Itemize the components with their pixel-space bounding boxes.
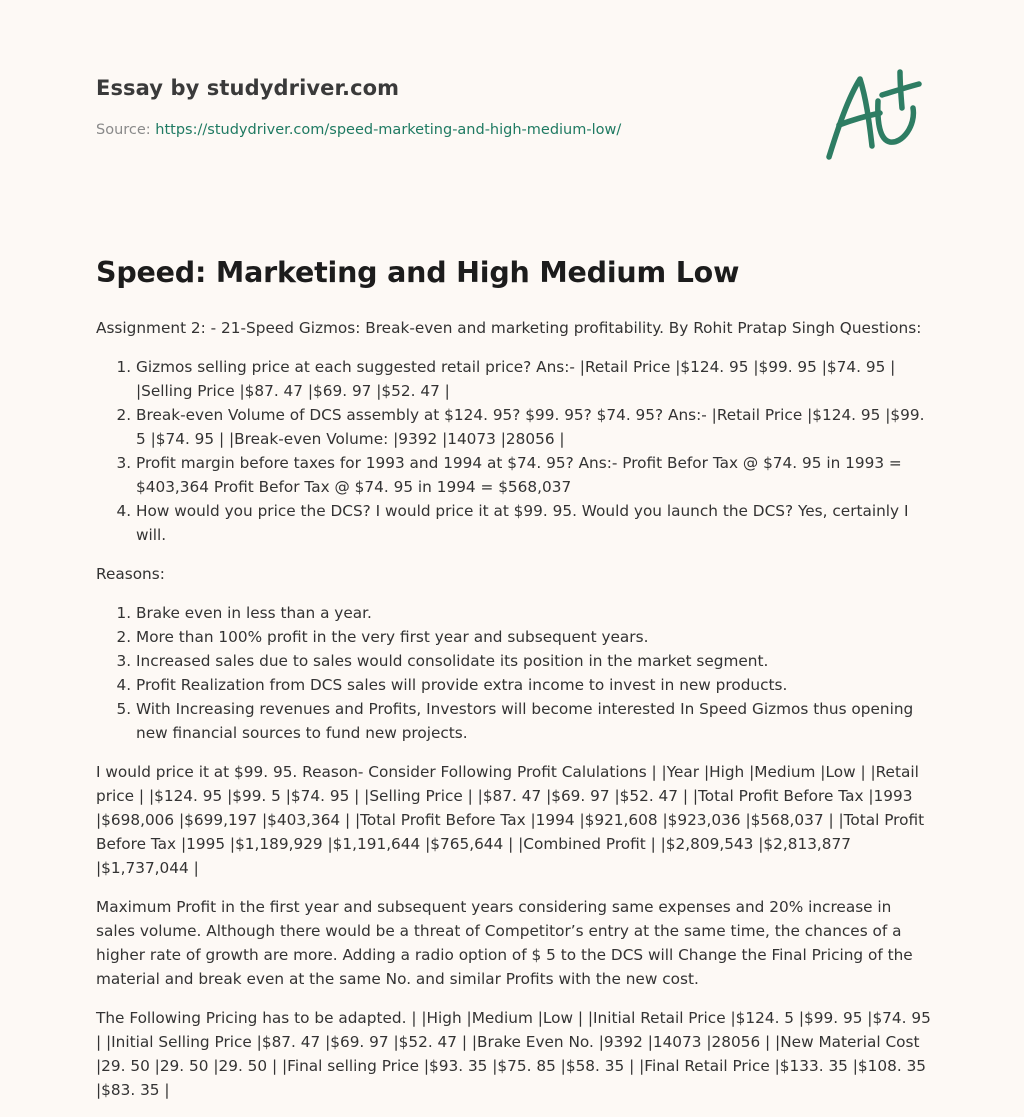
adapted-pricing-paragraph: The Following Pricing has to be adapted. | |High |Medium |Low | |Initial Retail Price |$124. 5 |$99. 95 |$74. 95 | |Initial Selling Price |$87. 47 |$69. 97 |$52. 47 | |Brake Even No. |9392 |14073 |28056 | |New Material Cost |29. 50 |29. 50 |29. 50 | |Final selling Price |$93. 35 |$75. 85 |$58. 35 | |Final Retail Price |$133. 35 |$108. 35 |$83. 35 | — [96, 1009, 931, 1099]
source-link[interactable]: https://studydriver.com/speed-marketing-and-high-medium-low/ — [155, 122, 622, 138]
list-item: 2. More than 100% profit in the very first year and subsequent years. — [136, 625, 934, 649]
list-item: 1. Gizmos selling price at each suggested retail price? Ans:- |Retail Price |$124. 95 |$99. 95 |$74. 95 | |Selling Price |$87. 47 |$69. 97 |$52. 47 | — [136, 355, 934, 403]
site-brand: Essay by studydriver.com — [96, 76, 400, 100]
list-item: 2. Break-even Volume of DCS assembly at $124. 95? $99. 95? $74. 95? Ans:- |Retail Price |$124. 95 |$99. 5 |$74. 95 | |Break-even Volume: |9392 |14073 |28056 | — [136, 403, 934, 451]
reasons-heading: Reasons: — [96, 565, 165, 583]
list-item: 3. Profit margin before taxes for 1993 and 1994 at $74. 95? Ans:- Profit Befor Tax @ $74. 95 in 1993 = $403,364 Profit Befor Tax @ $74. 95 in 1994 = $568,037 — [136, 451, 934, 499]
list-item: 3. Increased sales due to sales would consolidate its position in the market segment. — [136, 649, 934, 673]
page-header — [96, 76, 796, 138]
profit-paragraph: Maximum Profit in the first year and subsequent years considering same expenses and 20% increase in sales volume. Although there would be a threat of Competitor’s entry at the same time, the chances of a higher rate of growth are more. Adding a radio option of $ 5 to the DCS will Change the Final Pricing of the material and break even at the same No. and similar Profits with the new cost. — [96, 898, 913, 988]
article — [96, 256, 934, 1117]
intro-paragraph: Assignment 2: - 21-Speed Gizmos: Break-even and marketing profitability. By Rohit Pratap Singh Questions: — [96, 319, 922, 337]
list-item: 1. Brake even in less than a year. — [136, 601, 934, 625]
pricing-paragraph: I would price it at $99. 95. Reason- Consider Following Profit Calulations | |Year |High |Medium |Low | |Retail price | |$124. 95 |$99. 5 |$74. 95 | |Selling Price | |$87. 47 |$69. 97 |$52. 47 | |Total Profit Before Tax |1993 |$698,006 |$699,197 |$403,364 | |Total Profit Before Tax |1994 |$921,608 |$923,036 |$568,037 | |Total Profit Before Tax |1995 |$1,189,929 |$1,191,644 |$765,644 | |Combined Profit | |$2,809,543 |$2,813,877 |$1,737,044 | — [96, 763, 925, 877]
a-plus-logo-icon — [822, 68, 928, 166]
list-item: 5. With Increasing revenues and Profits, Investors will become interested In Speed Gizmos thus opening new financial sources to fund new projects. — [136, 697, 934, 745]
list-item: 4. Profit Realization from DCS sales will provide extra income to invest in new products. — [136, 673, 934, 697]
questions-list — [96, 355, 934, 547]
page-title: Speed: Marketing and High Medium Low — [96, 256, 740, 289]
source-label: Source: — [96, 122, 151, 138]
source-line — [96, 122, 796, 138]
list-item: 4. How would you price the DCS? I would price it at $99. 95. Would you launch the DCS? Yes, certainly I will. — [136, 499, 934, 547]
reasons-list — [96, 601, 934, 745]
